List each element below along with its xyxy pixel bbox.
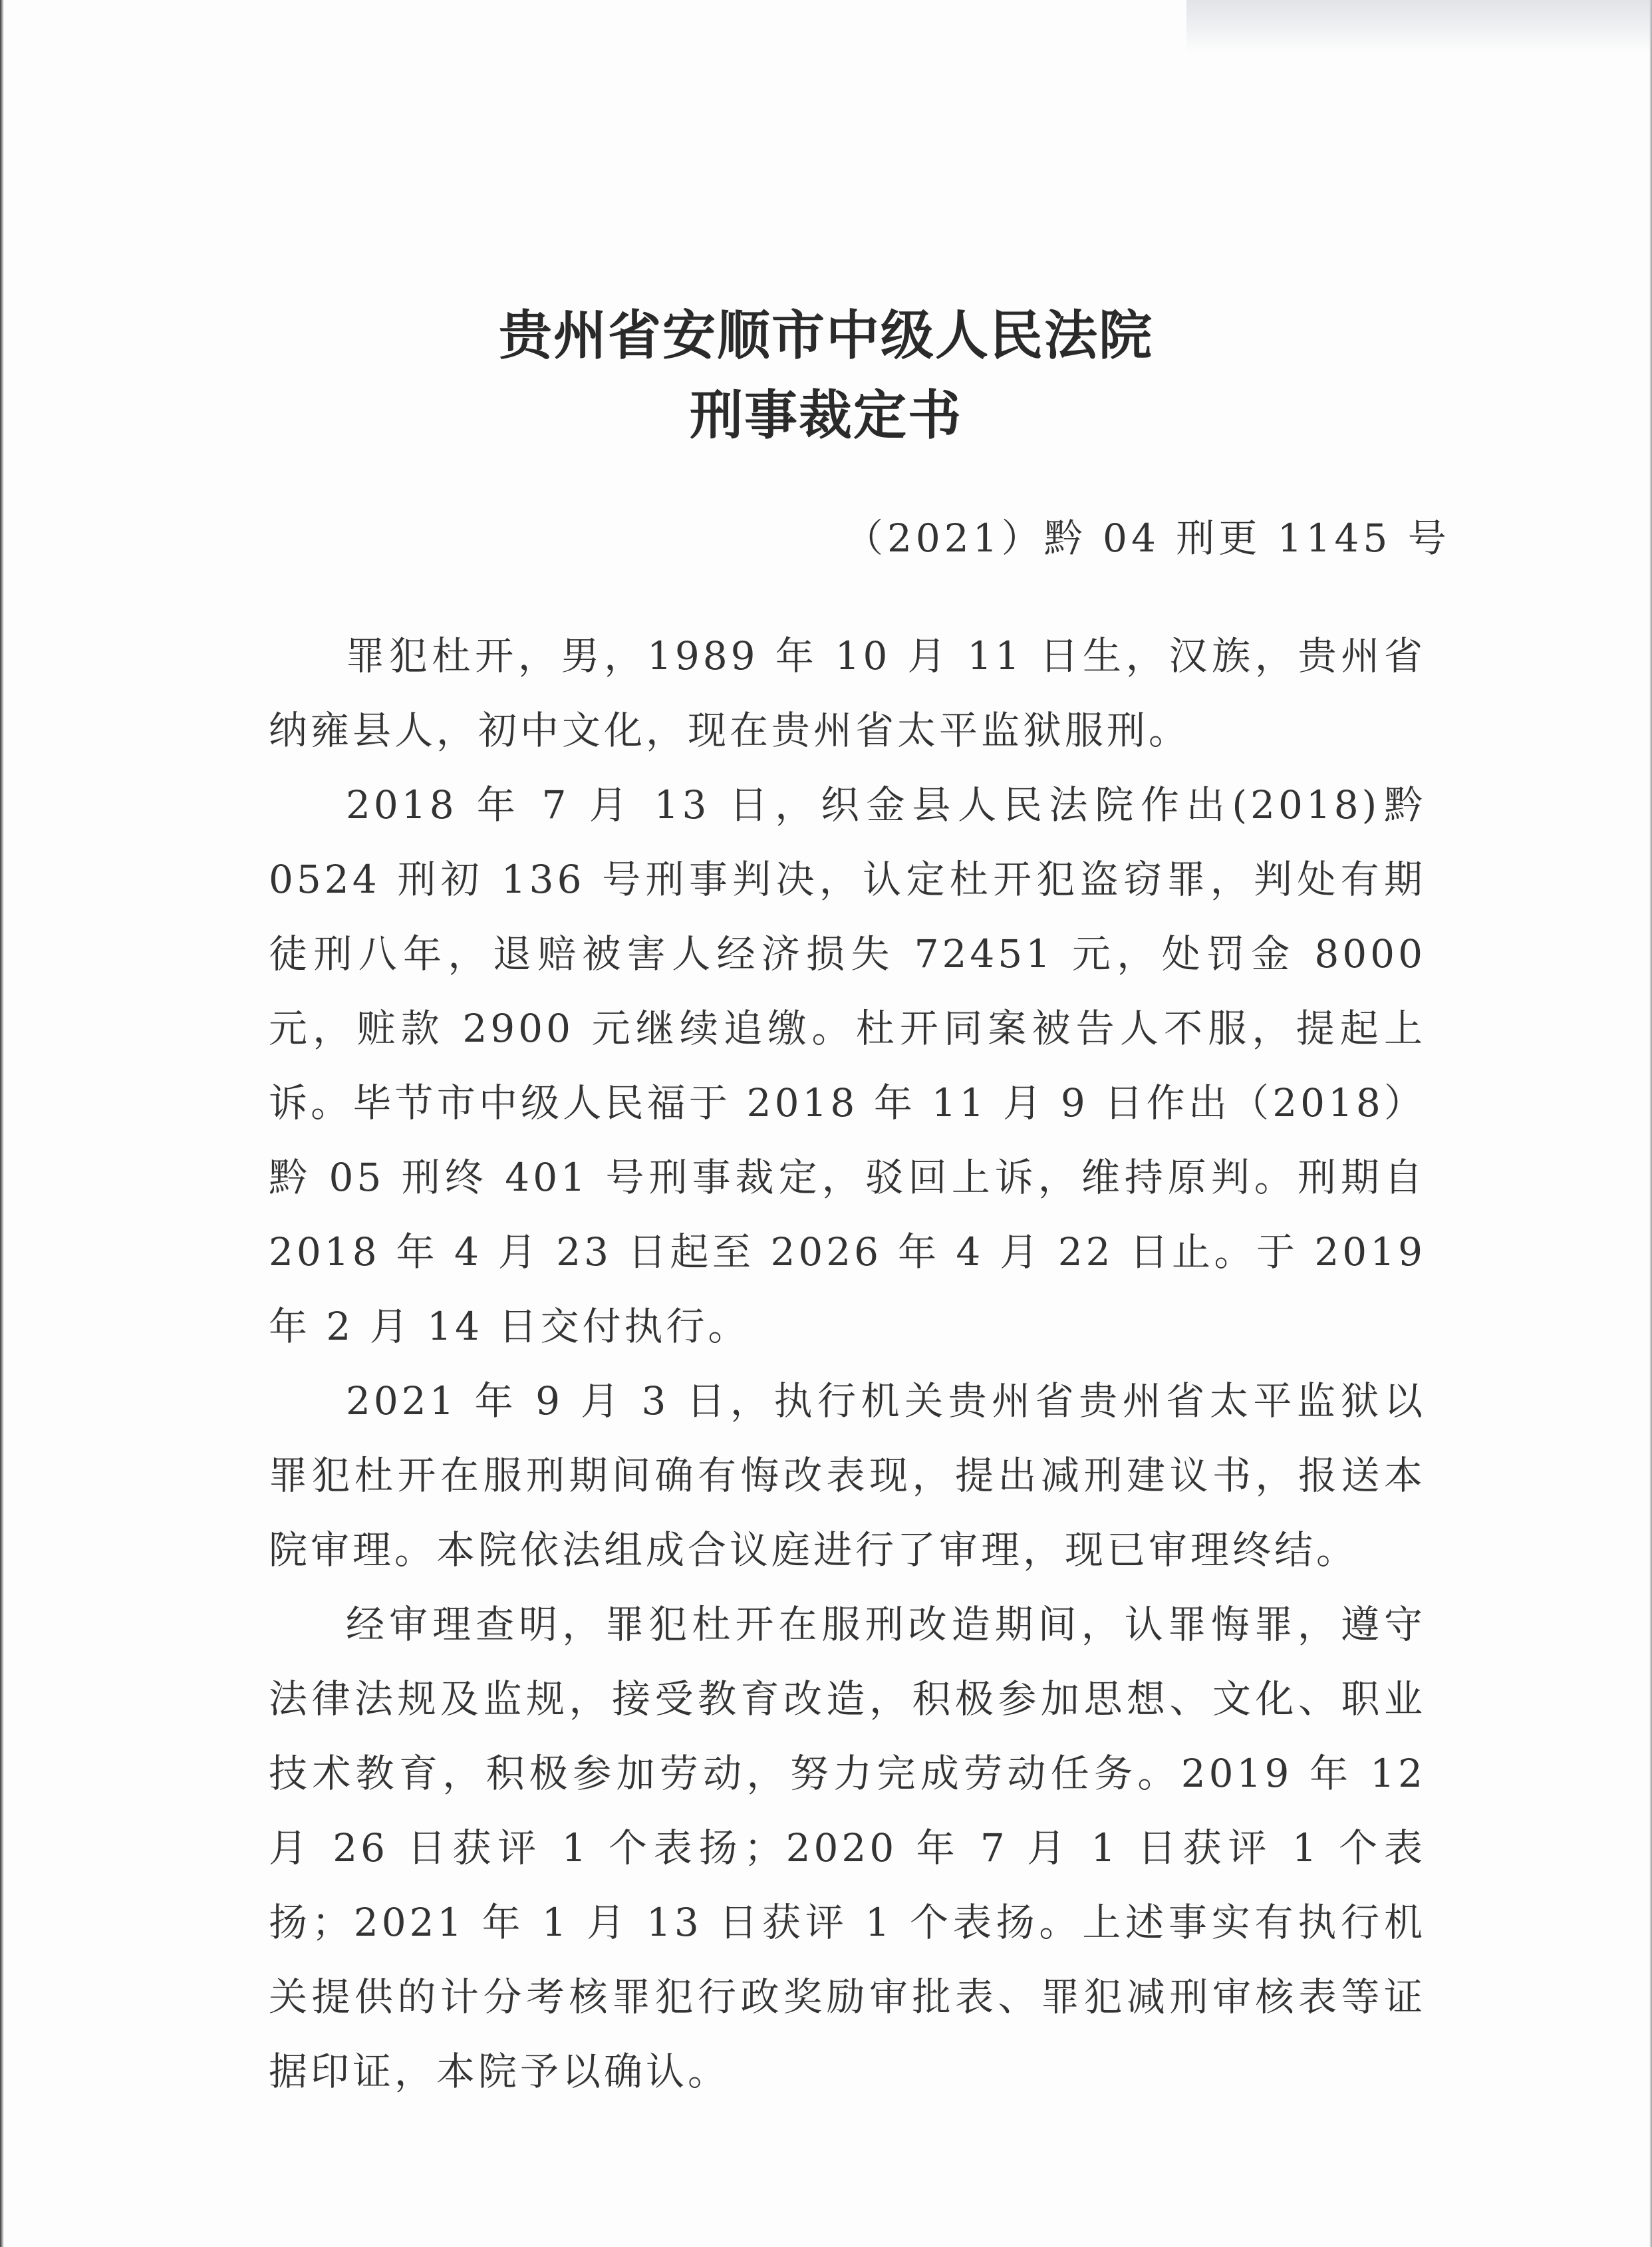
paragraph-defendant-info: 罪犯杜开，男，1989 年 10 月 11 日生，汉族，贵州省纳雍县人，初中文化，现在贵州省太平监狱服刑。 bbox=[269, 633, 1426, 753]
paragraph-original-judgment: 2018 年 7 月 13 日，织金县人民法院作出(2018)黔 0524 刑初 136 号刑事判决，认定杜开犯盗窃罪，判处有期徒刑八年，退赔被害人经济损失 72451 元，处罚金 8000 元，赃款 2900 元继续追缴。杜开同案被告人不服，提起上诉。毕节市中级人民福于 2018 年 11 月 9 日作出（2018）黔 05 刑终 401 号刑事裁定，驳回上诉，维持原判。刑期自 2018 年 4 月 23 日起至 2026 年 4 月 22 日止。于 2019 年 2 月 14 日交付执行。 bbox=[269, 782, 1426, 1349]
case-number: （2021）黔 04 刑更 1145 号 bbox=[845, 516, 1450, 561]
document-body bbox=[269, 619, 1426, 2109]
paragraph-commutation-proposal: 2021 年 9 月 3 日，执行机关贵州省贵州省太平监狱以罪犯杜开在服刑期间确有悔改表现，提出减刑建议书，报送本院审理。本院依法组成合议庭进行了审理，现已审理终结。 bbox=[269, 1378, 1426, 1573]
scan-shade bbox=[1186, 0, 1652, 53]
court-name-heading: 贵州省安顺市中级人民法院 bbox=[499, 304, 1153, 367]
paragraph-findings: 经审理查明，罪犯杜开在服刑改造期间，认罪悔罪，遵守法律法规及监规，接受教育改造，积极参加思想、文化、职业技术教育，积极参加劳动，努力完成劳动任务。2019 年 12 月 26 日获评 1 个表扬；2020 年 7 月 1 日获评 1 个表扬；2021 年 1 月 13 日获评 1 个表扬。上述事实有执行机关提供的计分考核罪犯行政奖励审批表、罪犯减刑审核表等证据印证，本院予以确认。 bbox=[269, 1602, 1426, 2094]
document-type-heading: 刑事裁定书 bbox=[690, 384, 962, 446]
